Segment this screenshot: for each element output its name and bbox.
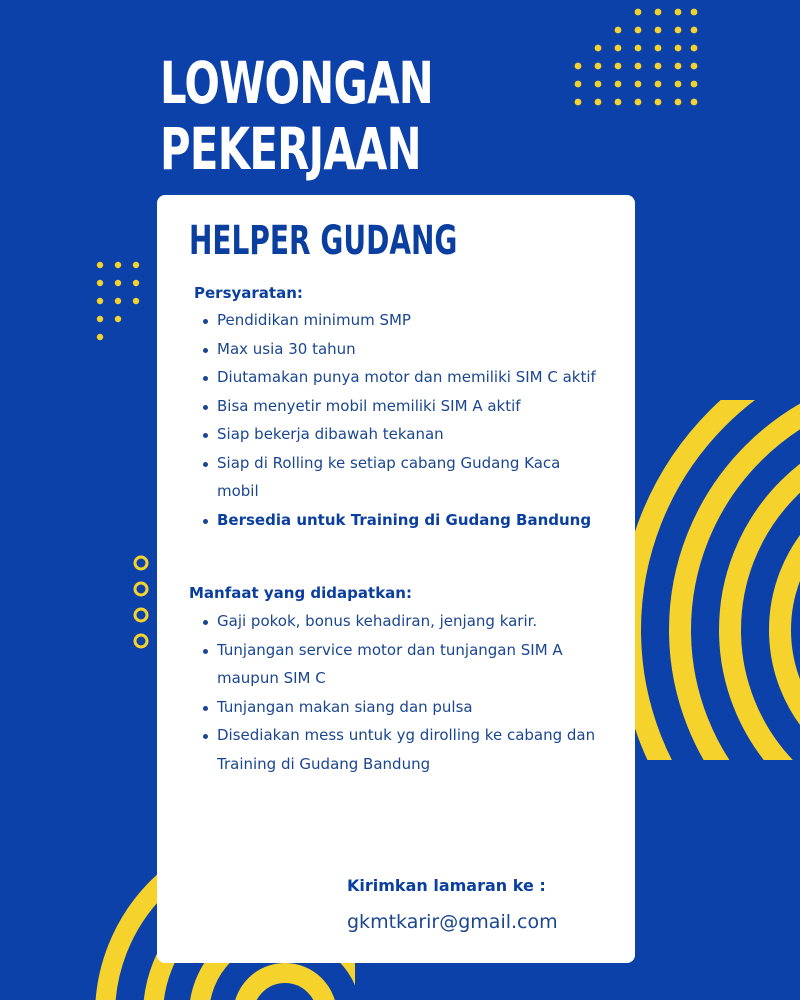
poster-title bbox=[160, 50, 433, 182]
poster-title-line-1: LOWONGAN bbox=[160, 49, 433, 117]
dot-grid-left-decoration bbox=[90, 255, 150, 350]
list-item: Siap bekerja dibawah tekanan bbox=[201, 420, 601, 449]
ring-column-decoration bbox=[128, 550, 154, 656]
list-item: Pendidikan minimum SMP bbox=[201, 306, 601, 335]
list-item: Siap di Rolling ke setiap cabang Gudang Kaca mobil bbox=[201, 449, 601, 506]
job-title: HELPER GUDANG bbox=[189, 218, 458, 264]
list-item: Bisa menyetir mobil memiliki SIM A aktif bbox=[201, 392, 601, 421]
list-item: Disediakan mess untuk yg dirolling ke cabang dan Training di Gudang Bandung bbox=[201, 721, 601, 778]
job-info-card bbox=[157, 195, 635, 963]
requirements-list bbox=[201, 306, 601, 534]
list-item: Tunjangan makan siang dan pulsa bbox=[201, 693, 601, 722]
list-item: Tunjangan service motor dan tunjangan SIM A maupun SIM C bbox=[201, 636, 601, 693]
dot-grid-top-right-decoration bbox=[570, 0, 700, 110]
apply-label: Kirimkan lamaran ke : bbox=[347, 876, 546, 895]
list-item: Bersedia untuk Training di Gudang Bandung bbox=[201, 506, 601, 535]
benefits-list bbox=[201, 607, 601, 778]
list-item: Gaji pokok, bonus kehadiran, jenjang karir. bbox=[201, 607, 601, 636]
apply-email: gkmtkarir@gmail.com bbox=[347, 911, 558, 933]
list-item: Max usia 30 tahun bbox=[201, 335, 601, 364]
list-item: Diutamakan punya motor dan memiliki SIM C aktif bbox=[201, 363, 601, 392]
poster-title-line-2: PEKERJAAN bbox=[160, 115, 421, 183]
benefits-heading: Manfaat yang didapatkan: bbox=[189, 584, 412, 602]
requirements-heading: Persyaratan: bbox=[194, 284, 303, 302]
